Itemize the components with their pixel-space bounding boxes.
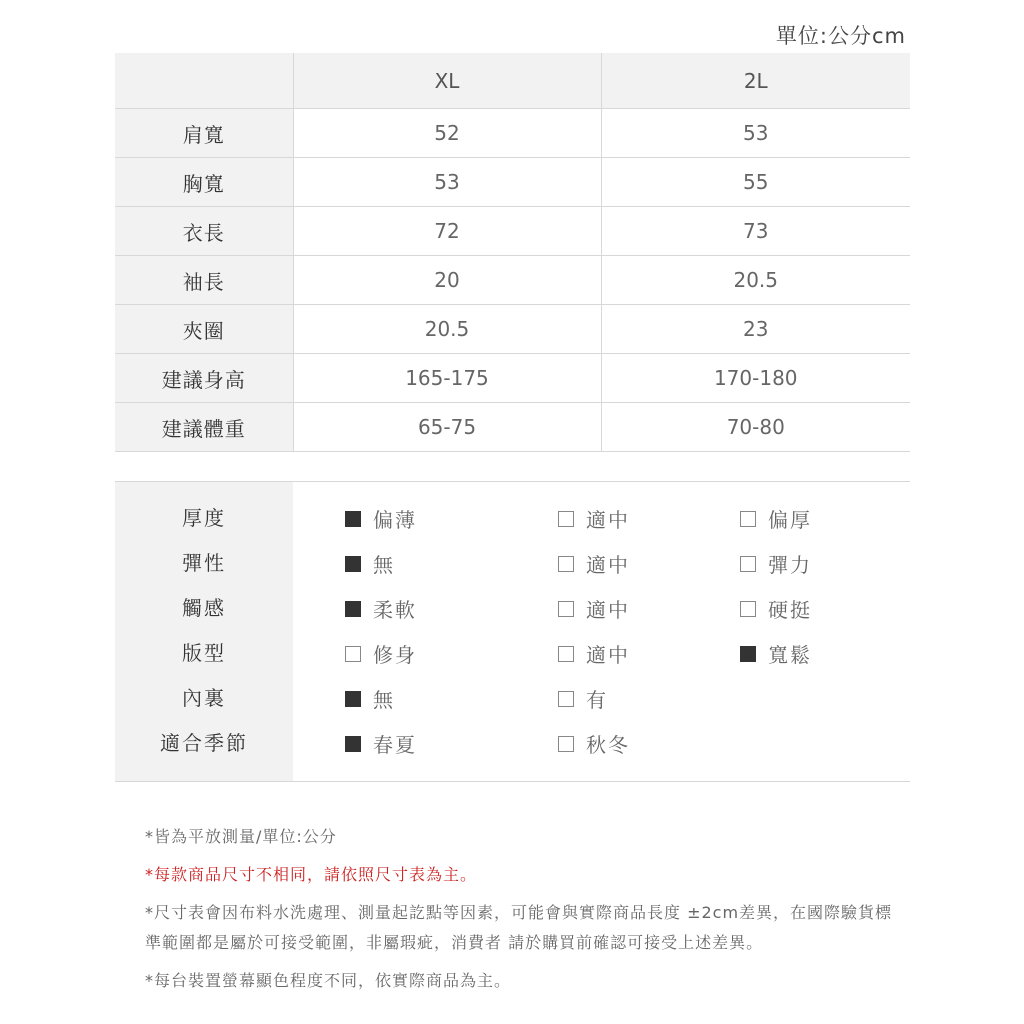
size-row-label: 袖長 <box>115 256 293 305</box>
size-row <box>115 158 910 207</box>
attribute-label: 適合季節 <box>160 731 248 755</box>
attribute-option-label: 適中 <box>586 553 630 577</box>
attributes-panel <box>115 481 910 782</box>
checked-box-icon <box>740 646 756 662</box>
size-cell: 23 <box>601 305 910 354</box>
attribute-option-label: 秋冬 <box>586 733 630 757</box>
size-cell: 70-80 <box>601 403 910 452</box>
attribute-option-label: 適中 <box>586 598 630 622</box>
attribute-option-label: 修身 <box>373 643 417 667</box>
unchecked-box-icon <box>558 691 574 707</box>
size-header-row <box>115 53 910 109</box>
unit-label: 單位:公分cm <box>775 24 906 48</box>
attribute-option <box>740 631 812 676</box>
unchecked-box-icon <box>558 556 574 572</box>
checked-box-icon <box>345 736 361 752</box>
size-row <box>115 207 910 256</box>
attribute-option <box>740 586 812 631</box>
size-row <box>115 305 910 354</box>
attribute-option <box>345 496 417 541</box>
attribute-label: 內裏 <box>182 686 226 710</box>
attribute-option <box>558 586 630 631</box>
size-row-label: 衣長 <box>115 207 293 256</box>
attribute-row <box>115 586 910 631</box>
attribute-option <box>345 586 417 631</box>
attribute-option <box>345 631 417 676</box>
attribute-option-label: 無 <box>373 553 395 577</box>
note-item: *每款商品尺寸不相同，請依照尺寸表為主。 <box>145 865 478 884</box>
size-cell: 73 <box>601 207 910 256</box>
attribute-option-label: 有 <box>586 688 608 712</box>
size-cell: 20.5 <box>601 256 910 305</box>
size-row <box>115 109 910 158</box>
checked-box-icon <box>345 691 361 707</box>
attribute-option <box>345 676 395 721</box>
size-row <box>115 403 910 452</box>
unchecked-box-icon <box>345 646 361 662</box>
attribute-label: 彈性 <box>182 551 226 575</box>
attribute-option-label: 柔軟 <box>373 598 417 622</box>
attribute-option <box>345 721 417 766</box>
attribute-option-label: 偏厚 <box>768 508 812 532</box>
size-cell: 20 <box>293 256 601 305</box>
attribute-option-label: 彈力 <box>768 553 812 577</box>
attribute-row <box>115 631 910 676</box>
attribute-option <box>558 541 630 586</box>
size-row-label: 建議身高 <box>115 354 293 403</box>
attribute-option <box>558 676 608 721</box>
attribute-label: 版型 <box>182 641 226 665</box>
attribute-label: 厚度 <box>182 506 226 530</box>
notes <box>145 822 905 1004</box>
attribute-row <box>115 496 910 541</box>
checked-box-icon <box>345 511 361 527</box>
note-item: *皆為平放測量/單位:公分 <box>145 827 337 846</box>
size-cell: 72 <box>293 207 601 256</box>
size-row <box>115 354 910 403</box>
size-header-corner <box>115 53 293 109</box>
size-header-2l: 2L <box>601 53 910 109</box>
size-row-label: 胸寬 <box>115 158 293 207</box>
attribute-option <box>740 496 812 541</box>
checked-box-icon <box>345 556 361 572</box>
attribute-row <box>115 721 910 766</box>
size-cell: 170-180 <box>601 354 910 403</box>
checked-box-icon <box>345 601 361 617</box>
size-cell: 55 <box>601 158 910 207</box>
attribute-label: 觸感 <box>182 596 226 620</box>
size-table <box>115 53 910 452</box>
size-row-label: 夾圈 <box>115 305 293 354</box>
unchecked-box-icon <box>558 646 574 662</box>
unchecked-box-icon <box>558 601 574 617</box>
size-header-xl: XL <box>293 53 601 109</box>
attribute-option-label: 適中 <box>586 643 630 667</box>
attribute-option-label: 寬鬆 <box>768 643 812 667</box>
unchecked-box-icon <box>558 736 574 752</box>
attribute-row <box>115 676 910 721</box>
attribute-option-label: 春夏 <box>373 733 417 757</box>
size-row-label: 建議體重 <box>115 403 293 452</box>
unchecked-box-icon <box>558 511 574 527</box>
size-cell: 165-175 <box>293 354 601 403</box>
attribute-option-label: 偏薄 <box>373 508 417 532</box>
attribute-option-label: 無 <box>373 688 395 712</box>
size-cell: 20.5 <box>293 305 601 354</box>
size-cell: 52 <box>293 109 601 158</box>
attribute-option-label: 適中 <box>586 508 630 532</box>
size-cell: 53 <box>293 158 601 207</box>
unchecked-box-icon <box>740 511 756 527</box>
attribute-option <box>740 541 812 586</box>
attribute-option <box>558 496 630 541</box>
attribute-row <box>115 541 910 586</box>
size-row <box>115 256 910 305</box>
note-item: *尺寸表會因布料水洗處理、測量起訖點等因素，可能會與實際商品長度 ±2cm差異，在國際驗貨標準範圍都是屬於可接受範圍，非屬瑕疵，消費者 請於購買前確認可接受上述差異。 <box>145 903 893 952</box>
size-row-label: 肩寬 <box>115 109 293 158</box>
note-item: *每台裝置螢幕顯色程度不同，依實際商品為主。 <box>145 971 512 990</box>
size-cell: 65-75 <box>293 403 601 452</box>
unchecked-box-icon <box>740 556 756 572</box>
size-cell: 53 <box>601 109 910 158</box>
attribute-option-label: 硬挺 <box>768 598 812 622</box>
unchecked-box-icon <box>740 601 756 617</box>
attribute-option <box>345 541 395 586</box>
attribute-option <box>558 631 630 676</box>
attribute-option <box>558 721 630 766</box>
